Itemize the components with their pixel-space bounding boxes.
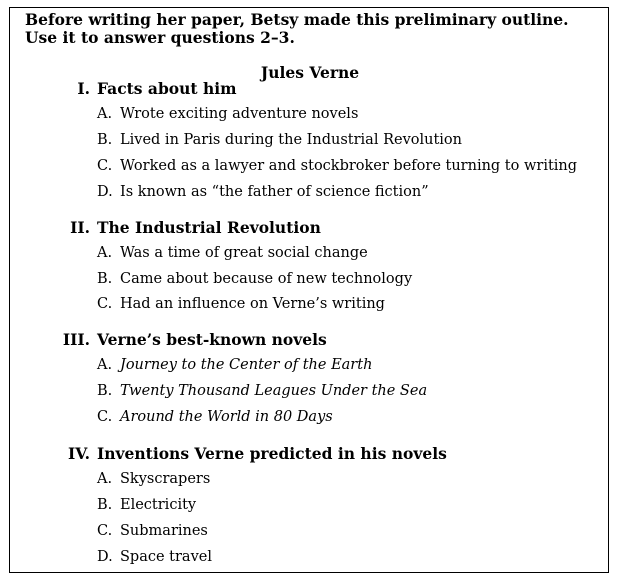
item-letter: B. [97, 383, 113, 399]
list-item [0, 158, 620, 178]
item-letter: B. [97, 271, 113, 287]
item-text: Had an influence on Verne’s writing [120, 296, 385, 312]
list-item [0, 471, 620, 491]
list-item [0, 132, 620, 152]
item-letter: C. [97, 158, 113, 174]
item-letter: A. [97, 471, 113, 487]
item-letter: C. [97, 409, 113, 425]
item-text: Electricity [120, 497, 197, 513]
section-title: Facts about him [97, 79, 237, 98]
list-item [0, 296, 620, 316]
outline-title: Jules Verne [260, 63, 360, 82]
list-item [0, 271, 620, 291]
item-letter: A. [97, 245, 113, 261]
item-text: Space travel [120, 549, 212, 565]
item-letter: A. [97, 106, 113, 122]
item-text: Skyscrapers [120, 471, 211, 487]
list-item [0, 245, 620, 265]
section-heading [0, 79, 620, 99]
intro-text: Before writing her paper, Betsy made this preliminary outline. Use it to answer questions 2–3. [25, 10, 569, 47]
item-letter: B. [97, 497, 113, 513]
item-text: Twenty Thousand Leagues Under the Sea [120, 383, 428, 399]
section-heading [0, 218, 620, 238]
section-numeral: IV. [68, 444, 90, 463]
item-text: Lived in Paris during the Industrial Revolution [120, 132, 463, 148]
section-title: Inventions Verne predicted in his novels [97, 444, 447, 463]
item-text: Is known as “the father of science fiction” [120, 184, 429, 200]
item-text: Submarines [120, 523, 208, 539]
section-numeral: II. [70, 218, 90, 237]
list-item [0, 383, 620, 403]
item-letter: C. [97, 523, 113, 539]
list-item [0, 357, 620, 377]
list-item [0, 523, 620, 543]
item-text: Around the World in 80 Days [120, 409, 333, 425]
section-numeral: III. [62, 330, 90, 349]
item-text: Was a time of great social change [120, 245, 368, 261]
section-numeral: I. [77, 79, 90, 98]
item-text: Worked as a lawyer and stockbroker before turning to writing [120, 158, 578, 174]
list-item [0, 106, 620, 126]
item-text: Wrote exciting adventure novels [120, 106, 359, 122]
item-letter: C. [97, 296, 113, 312]
item-letter: B. [97, 132, 113, 148]
list-item [0, 549, 620, 569]
list-item [0, 497, 620, 517]
item-letter: D. [97, 549, 113, 565]
list-item [0, 409, 620, 429]
item-letter: D. [97, 184, 113, 200]
section-title: The Industrial Revolution [97, 218, 321, 237]
section-heading [0, 330, 620, 350]
item-letter: A. [97, 357, 113, 373]
item-text: Came about because of new technology [120, 271, 413, 287]
item-text: Journey to the Center of the Earth [120, 357, 373, 373]
list-item [0, 184, 620, 204]
section-heading [0, 444, 620, 464]
section-title: Verne’s best-known novels [97, 330, 327, 349]
